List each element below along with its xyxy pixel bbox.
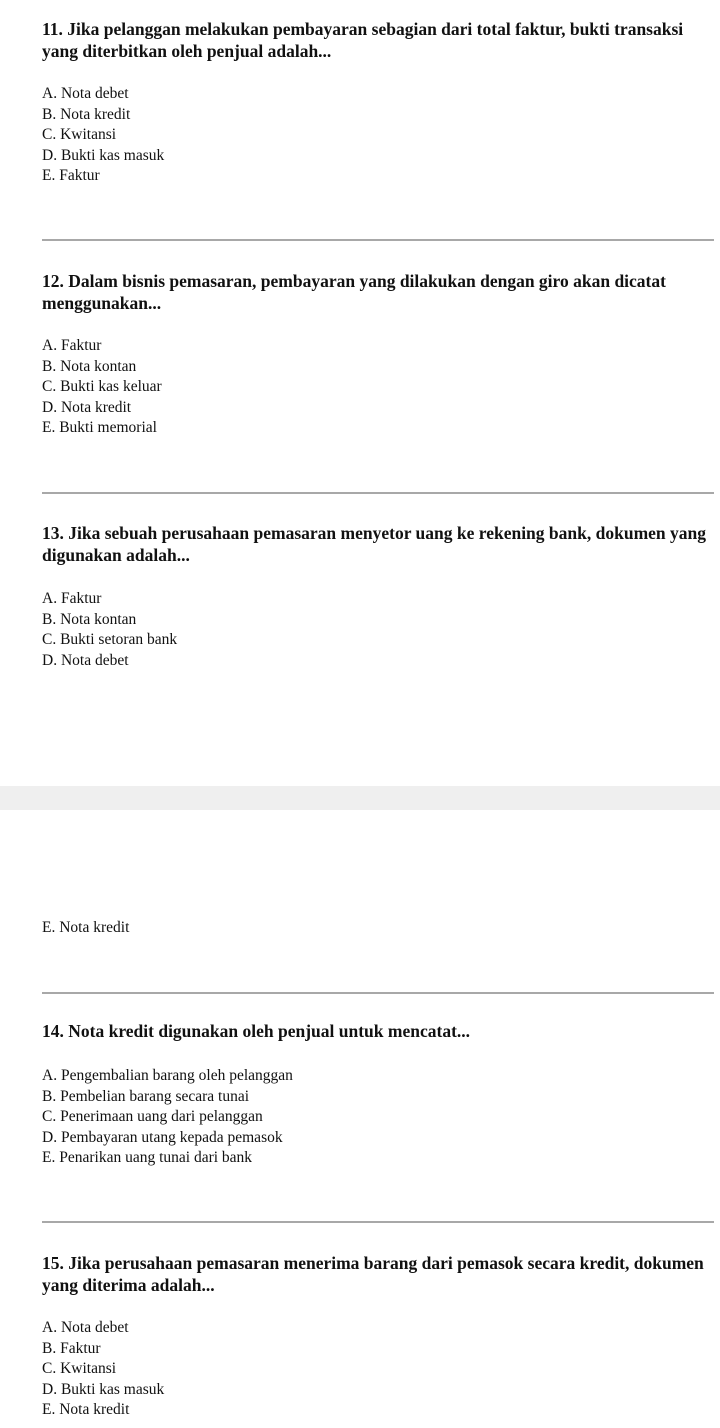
options-list (42, 1318, 720, 1421)
options-list (42, 84, 720, 187)
option-c: C. Penerimaan uang dari pelanggan (42, 1108, 263, 1125)
option-e: E. Nota kredit (42, 1401, 130, 1418)
options-list-continued (42, 918, 720, 939)
option-e: E. Bukti memorial (42, 419, 157, 436)
options-list (42, 336, 720, 439)
option-e: E. Penarikan uang tunai dari bank (42, 1149, 253, 1166)
option-a: A. Nota debet (42, 85, 129, 102)
option-d: D. Pembayaran utang kepada pemasok (42, 1128, 283, 1146)
option-a: A. Pengembalian barang oleh pelanggan (42, 1067, 293, 1084)
question-text: 11. Jika pelanggan melakukan pembayaran sebagian dari total faktur, bukti transaksi yang diterbitkan oleh penjual adalah... (42, 19, 684, 61)
option-d: D. Bukti kas masuk (42, 146, 165, 164)
options-list (42, 1066, 720, 1169)
option-d: D. Nota debet (42, 651, 129, 669)
divider (42, 1221, 714, 1223)
question-text: 14. Nota kredit digunakan oleh penjual untuk mencatat... (42, 1021, 471, 1041)
option-e: E. Faktur (42, 167, 100, 184)
divider (42, 492, 714, 494)
option-b: B. Nota kontan (42, 610, 137, 628)
divider (42, 239, 714, 241)
option-c: C. Bukti kas keluar (42, 378, 162, 395)
option-b: B. Nota kredit (42, 105, 131, 123)
question-text: 13. Jika sebuah perusahaan pemasaran menyetor uang ke rekening bank, dokumen yang digunakan adalah... (42, 523, 707, 565)
question-14 (42, 1020, 720, 1042)
divider (42, 992, 714, 994)
option-a: A. Nota debet (42, 1319, 129, 1336)
page-break (0, 786, 720, 810)
option-b: B. Faktur (42, 1339, 101, 1357)
option-b: B. Nota kontan (42, 357, 137, 375)
option-a: A. Faktur (42, 337, 102, 354)
question-11 (42, 18, 720, 62)
question-15 (42, 1252, 720, 1296)
question-13 (42, 522, 720, 566)
option-e: E. Nota kredit (42, 919, 130, 936)
option-b: B. Pembelian barang secara tunai (42, 1087, 250, 1105)
options-list (42, 589, 720, 671)
question-text: 12. Dalam bisnis pemasaran, pembayaran yang dilakukan dengan giro akan dicatat menggunakan... (42, 271, 666, 313)
option-c: C. Bukti setoran bank (42, 631, 178, 648)
option-c: C. Kwitansi (42, 126, 117, 143)
option-c: C. Kwitansi (42, 1360, 117, 1377)
option-d: D. Nota kredit (42, 398, 132, 416)
question-12 (42, 270, 720, 314)
option-d: D. Bukti kas masuk (42, 1380, 165, 1398)
question-text: 15. Jika perusahaan pemasaran menerima barang dari pemasok secara kredit, dokumen yang diterima adalah... (42, 1253, 704, 1295)
option-a: A. Faktur (42, 590, 102, 607)
